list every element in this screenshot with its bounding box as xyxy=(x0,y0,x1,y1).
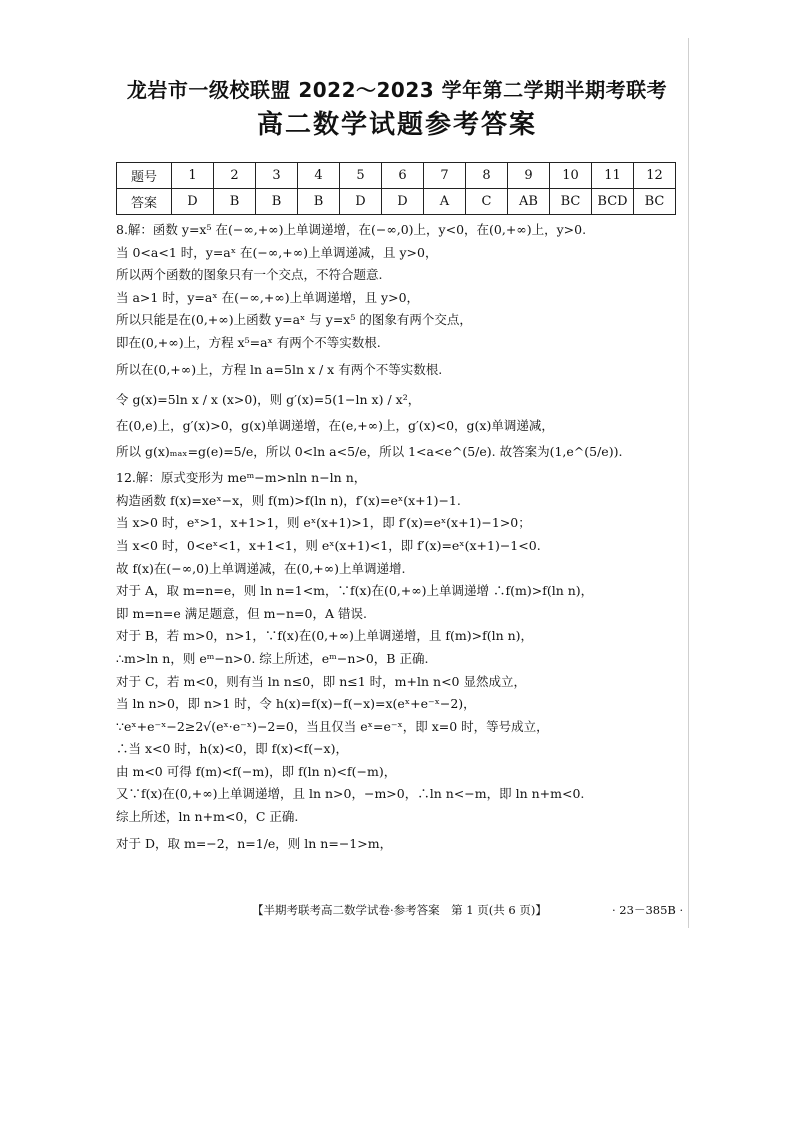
solution-line: 令 g(x)=5ln x / x (x>0)，则 g′(x)=5(1−ln x) / x²， xyxy=(116,391,421,407)
answer-cell: D xyxy=(172,189,214,215)
answer-cell: C xyxy=(466,189,508,215)
solution-line: 即 m=n=e 满足题意，但 m−n=0，A 错误. xyxy=(116,605,367,621)
solution-line: 所以 g(x)ₘₐₓ=g(e)=5/e，所以 0<ln a<5/e，所以 1<a<e^(5/e). 故答案为(1,e^(5/e)). xyxy=(116,444,623,460)
answer-cell: B xyxy=(256,189,298,215)
solution-line: 故 f(x)在(−∞,0)上单调递减，在(0,+∞)上单调递增. xyxy=(116,560,406,576)
question-number: 6 xyxy=(382,163,424,189)
solution-line: ∴当 x<0 时，h(x)<0，即 f(x)<f(−x)， xyxy=(116,741,348,757)
question-number: 10 xyxy=(550,163,592,189)
answer-table xyxy=(116,162,676,215)
solution-line: 所以在(0,+∞)上，方程 ln a=5ln x / x 有两个不等实数根. xyxy=(116,361,443,377)
row-label: 题号 xyxy=(117,163,172,189)
solution-line: 又∵f(x)在(0,+∞)上单调递增，且 ln n>0，−m>0，∴ln n<−m，即 ln n+m<0. xyxy=(116,786,585,802)
solution-line: 当 0<a<1 时，y=aˣ 在(−∞,+∞)上单调递减，且 y>0， xyxy=(116,244,438,260)
solution-line: 由 m<0 可得 f(m)<f(−m)，即 f(ln n)<f(−m)， xyxy=(116,763,397,779)
solution-text xyxy=(116,219,676,859)
solution-line: 对于 C，若 m<0，则有当 ln n≤0，即 n≤1 时，m+ln n<0 显然成立， xyxy=(116,673,526,689)
row-label: 答案 xyxy=(117,189,172,215)
solution-line: 构造函数 f(x)=xeˣ−x，则 f(m)>f(ln n)，f′(x)=eˣ(x+1)−1. xyxy=(116,492,461,508)
question-number: 9 xyxy=(508,163,550,189)
solution-line: 对于 B，若 m>0，n>1，∵f(x)在(0,+∞)上单调递增，且 f(m)>f(ln n)， xyxy=(116,628,534,644)
solution-line: 12.解：原式变形为 meᵐ−m>nln n−ln n， xyxy=(116,470,367,486)
solution-line: ∵eˣ+e⁻ˣ−2≥2√(eˣ·e⁻ˣ)−2=0，当且仅当 eˣ=e⁻ˣ，即 x=0 时，等号成立， xyxy=(116,718,549,734)
solution-line: 当 x>0 时，eˣ>1，x+1>1，则 eˣ(x+1)>1，即 f′(x)=eˣ(x+1)−1>0； xyxy=(116,515,531,531)
answer-cell: BC xyxy=(550,189,592,215)
solution-line: 当 x<0 时，0<eˣ<1，x+1<1，则 eˣ(x+1)<1，即 f′(x)=eˣ(x+1)−1<0. xyxy=(116,537,541,553)
solution-line: 综上所述，ln n+m<0，C 正确. xyxy=(116,809,299,825)
solution-line: 即在(0,+∞)上，方程 x⁵=aˣ 有两个不等实数根. xyxy=(116,334,381,350)
answer-cell: AB xyxy=(508,189,550,215)
answer-cell: B xyxy=(298,189,340,215)
answer-cell: D xyxy=(382,189,424,215)
exam-title: 龙岩市一级校联盟 2022～2023 学年第二学期半期考联考 xyxy=(126,78,668,102)
solution-line: 所以只能是在(0,+∞)上函数 y=aˣ 与 y=x⁵ 的图象有两个交点， xyxy=(116,312,472,328)
question-number: 3 xyxy=(256,163,298,189)
solution-line: 在(0,e)上，g′(x)>0，g(x)单调递增，在(e,+∞)上，g′(x)<0，g(x)单调递减， xyxy=(116,417,554,433)
table-row-answers xyxy=(117,189,676,215)
solution-line: 当 ln n>0，即 n>1 时，令 h(x)=f(x)−f(−x)=x(eˣ+e⁻ˣ−2)， xyxy=(116,696,476,712)
answer-cell: BCD xyxy=(592,189,634,215)
answer-cell: A xyxy=(424,189,466,215)
table-row-numbers xyxy=(117,163,676,189)
footer-code: · 23－385B · xyxy=(612,903,684,917)
answer-cell: D xyxy=(340,189,382,215)
question-number: 5 xyxy=(340,163,382,189)
solution-line: 对于 A，取 m=n=e，则 ln n=1<m，∵f(x)在(0,+∞)上单调递增 ∴f(m)>f(ln n)， xyxy=(116,583,594,599)
solution-line: 所以两个函数的图象只有一个交点，不符合题意. xyxy=(116,267,383,283)
question-number: 12 xyxy=(634,163,676,189)
answer-cell: B xyxy=(214,189,256,215)
question-number: 1 xyxy=(172,163,214,189)
document-title: 高二数学试题参考答案 xyxy=(256,110,537,140)
footer-page-info: 【半期考联考高二数学试卷·参考答案 第 1 页(共 6 页)】 xyxy=(252,903,547,917)
question-number: 11 xyxy=(592,163,634,189)
question-number: 8 xyxy=(466,163,508,189)
solution-line: ∴m>ln n，则 eᵐ−n>0. 综上所述，eᵐ−n>0，B 正确. xyxy=(116,650,429,666)
margin-rule xyxy=(688,38,689,928)
solution-line: 当 a>1 时，y=aˣ 在(−∞,+∞)上单调递增，且 y>0， xyxy=(116,289,420,305)
question-number: 7 xyxy=(424,163,466,189)
question-number: 2 xyxy=(214,163,256,189)
answer-cell: BC xyxy=(634,189,676,215)
solution-line: 对于 D，取 m=−2，n=1/e，则 ln n=−1>m， xyxy=(116,835,393,851)
solution-line: 8.解：函数 y=x⁵ 在(−∞,+∞)上单调递增，在(−∞,0)上，y<0，在(0,+∞)上，y>0. xyxy=(116,222,587,237)
question-number: 4 xyxy=(298,163,340,189)
